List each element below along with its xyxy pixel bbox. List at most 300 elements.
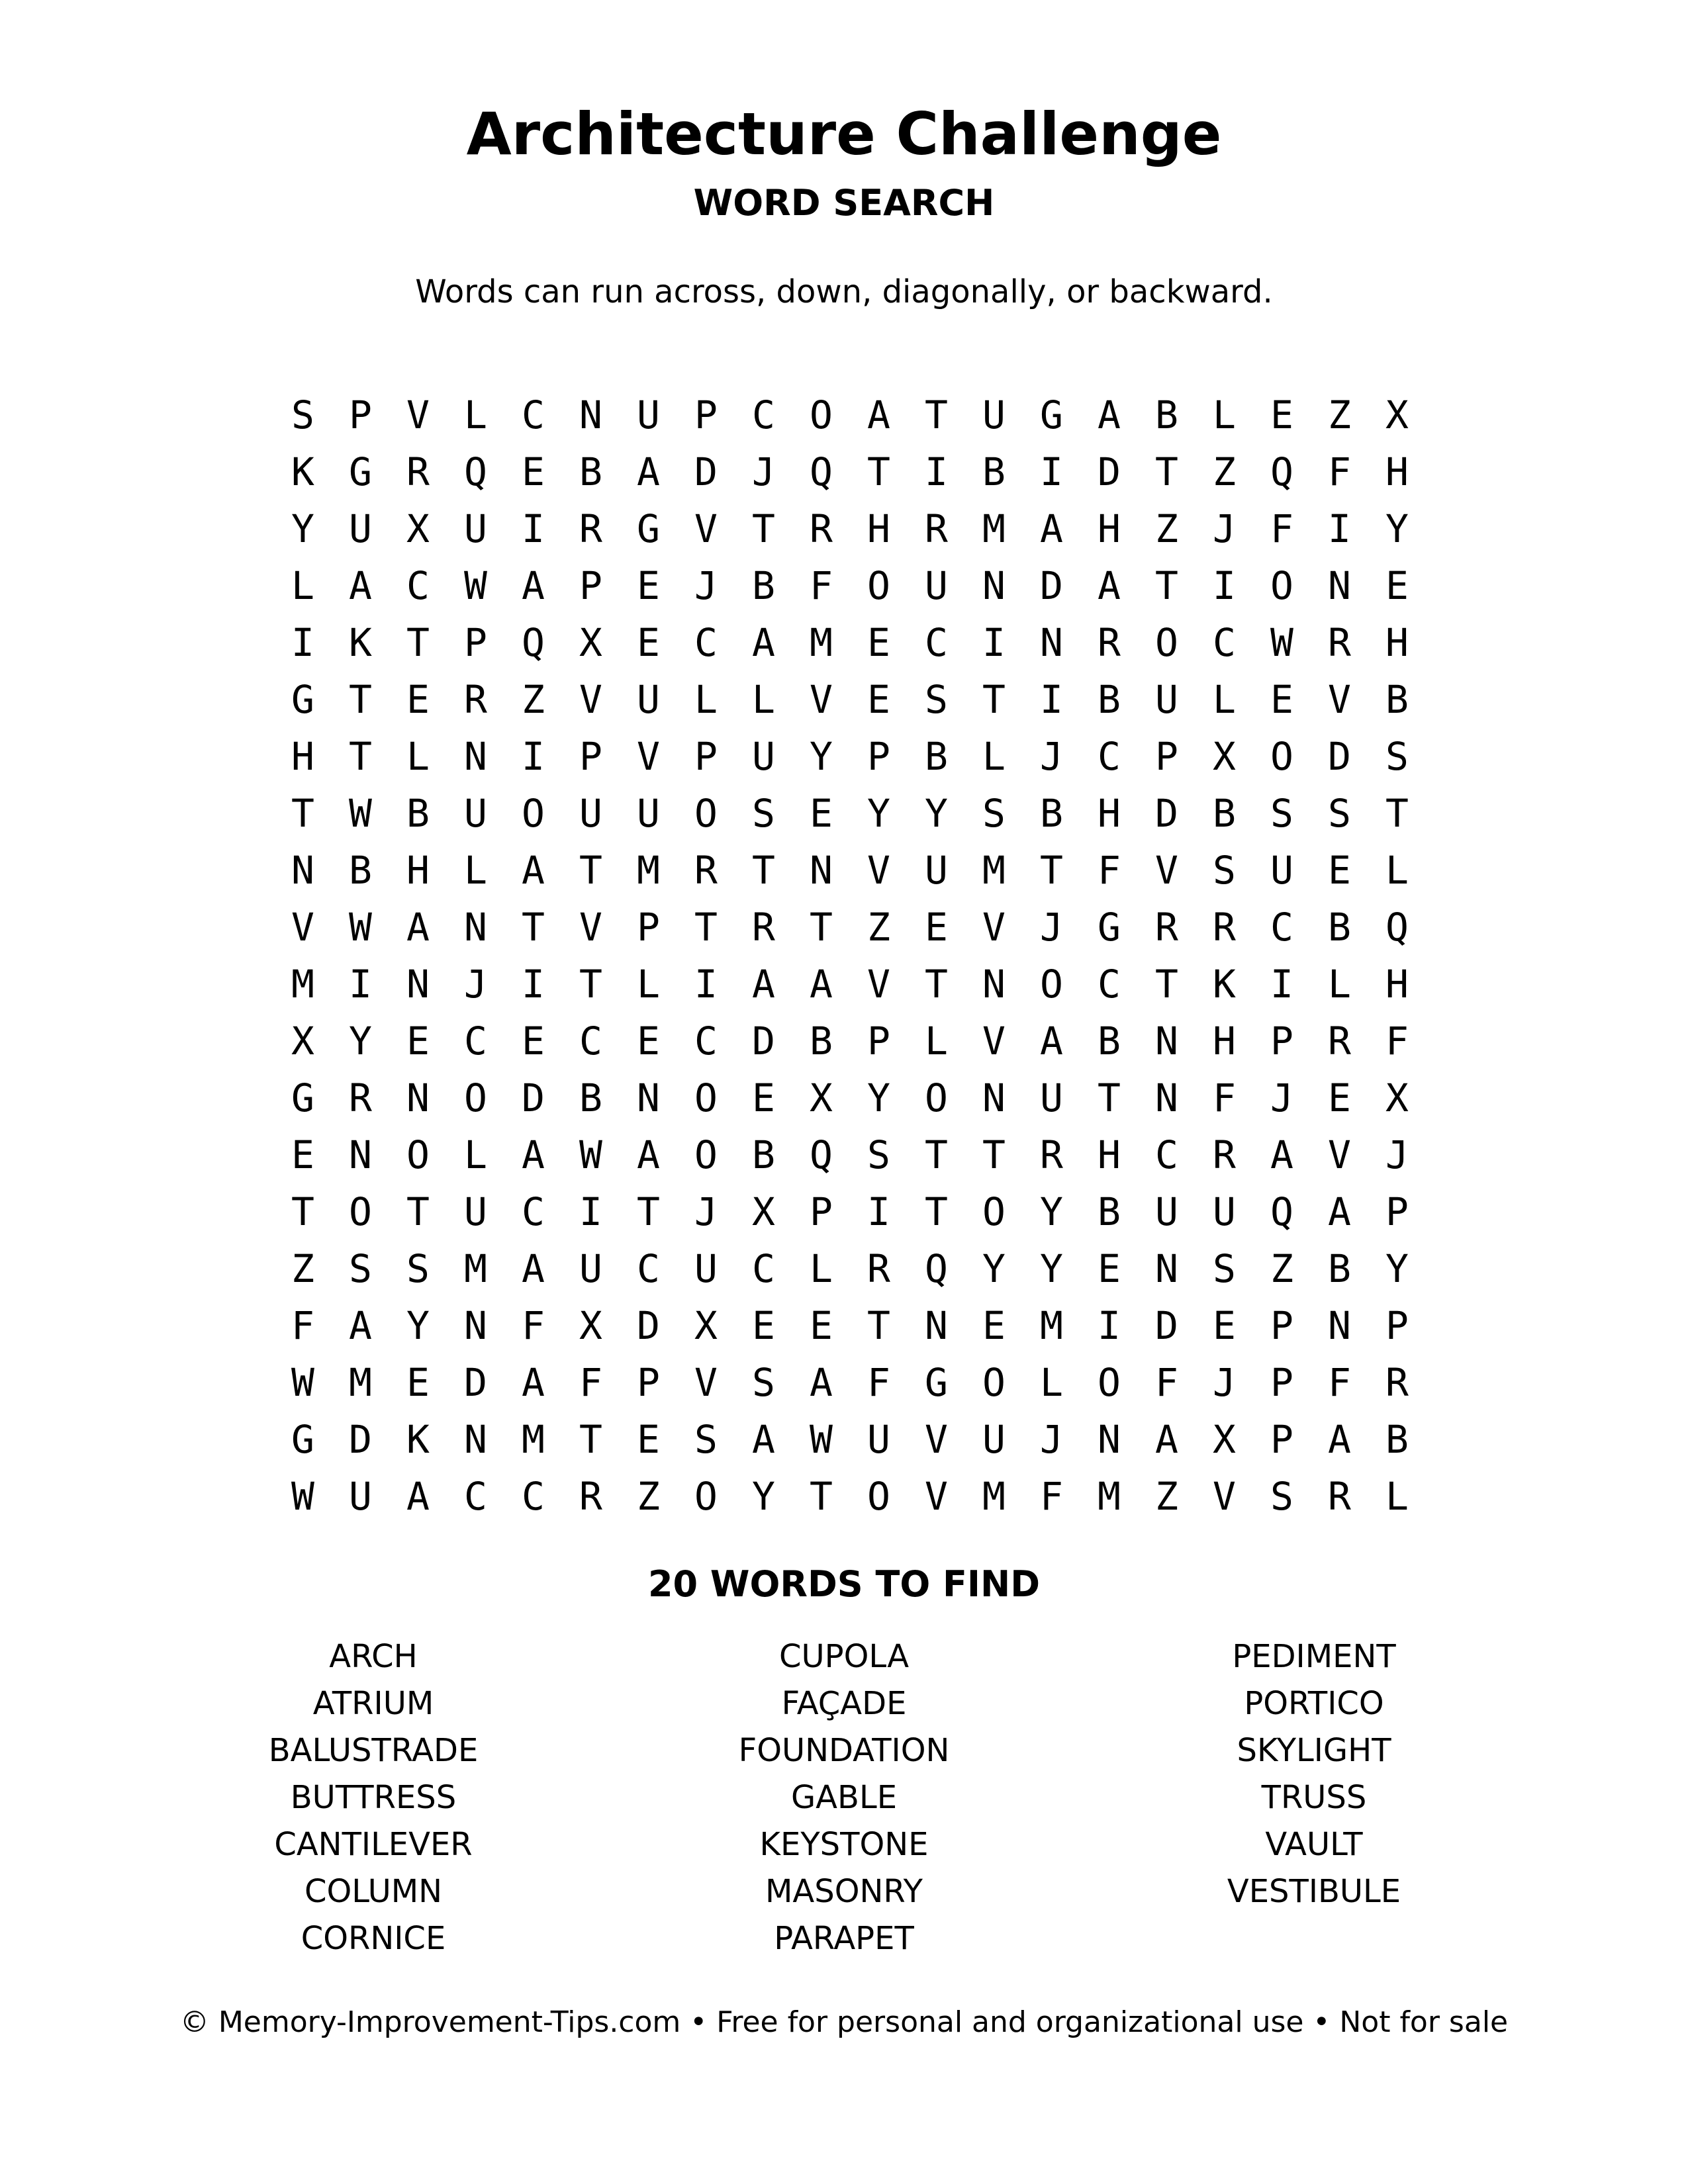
grid-letter: U <box>637 677 660 722</box>
grid-letter: P <box>867 1019 890 1064</box>
grid-letter: L <box>1385 848 1409 893</box>
grid-letter: L <box>637 962 660 1007</box>
grid-letter: R <box>579 506 602 551</box>
grid-letter: L <box>464 1132 487 1177</box>
grid-letter: Y <box>1040 1189 1063 1234</box>
word-item: ARCH <box>329 1638 418 1675</box>
grid-letter: I <box>291 620 314 665</box>
grid-letter: I <box>925 449 948 494</box>
grid-letter: E <box>1270 392 1293 437</box>
grid-letter: C <box>752 392 775 437</box>
grid-letter: Q <box>925 1246 948 1291</box>
grid-letter: A <box>406 1474 430 1519</box>
grid-letter: L <box>1040 1360 1063 1405</box>
grid-letter: T <box>982 1132 1006 1177</box>
grid-letter: E <box>925 905 948 950</box>
grid-letter: L <box>1328 962 1351 1007</box>
grid-letter: C <box>522 392 545 437</box>
grid-letter: B <box>1328 1246 1351 1291</box>
grid-letter: M <box>291 962 314 1007</box>
grid-letter: D <box>637 1303 660 1348</box>
grid-letter: O <box>406 1132 430 1177</box>
grid-letter: T <box>1155 449 1178 494</box>
grid-letter: S <box>752 1360 775 1405</box>
grid-letter: E <box>752 1303 775 1348</box>
grid-letter: P <box>637 905 660 950</box>
grid-letter: W <box>349 791 372 836</box>
grid-letter: I <box>694 962 718 1007</box>
grid-letter: I <box>1098 1303 1121 1348</box>
grid-letter: F <box>1213 1075 1236 1120</box>
grid-letter: G <box>291 677 314 722</box>
grid-letter: E <box>1328 1075 1351 1120</box>
grid-letter: N <box>982 1075 1006 1120</box>
grid-letter: X <box>579 1303 602 1348</box>
grid-letter: M <box>982 848 1006 893</box>
grid-letter: S <box>752 791 775 836</box>
grid-letter: I <box>867 1189 890 1234</box>
word-item: PARAPET <box>774 1920 914 1957</box>
grid-letter: H <box>1098 1132 1121 1177</box>
grid-letter: O <box>1270 563 1293 608</box>
grid-letter: A <box>1040 1019 1063 1064</box>
grid-letter: X <box>1385 1075 1409 1120</box>
grid-letter: N <box>1040 620 1063 665</box>
grid-letter: Y <box>291 506 314 551</box>
grid-letter: S <box>349 1246 372 1291</box>
grid-letter: U <box>1155 677 1178 722</box>
grid-letter: Z <box>522 677 545 722</box>
grid-letter: S <box>1270 791 1293 836</box>
grid-letter: N <box>1155 1075 1178 1120</box>
grid-letter: A <box>867 392 890 437</box>
grid-letter: T <box>406 1189 430 1234</box>
grid-letter: I <box>1040 449 1063 494</box>
grid-letter: Z <box>1155 1474 1178 1519</box>
word-column-1 <box>142 1633 605 1962</box>
grid-letter: C <box>522 1189 545 1234</box>
grid-letter: V <box>1213 1474 1236 1519</box>
grid-letter: P <box>464 620 487 665</box>
grid-letter: K <box>349 620 372 665</box>
grid-letter: B <box>1213 791 1236 836</box>
grid-letter: E <box>867 620 890 665</box>
grid-letter: E <box>637 620 660 665</box>
grid-letter: T <box>810 905 833 950</box>
grid-letter: T <box>579 848 602 893</box>
grid-letter: I <box>982 620 1006 665</box>
grid-letter: F <box>579 1360 602 1405</box>
grid-letter: A <box>752 1417 775 1462</box>
grid-letter: I <box>1328 506 1351 551</box>
grid-letter: T <box>1385 791 1409 836</box>
grid-letter: F <box>1040 1474 1063 1519</box>
grid-letter: V <box>925 1417 948 1462</box>
grid-letter: U <box>579 1246 602 1291</box>
grid-letter: F <box>1328 1360 1351 1405</box>
grid-letter: K <box>406 1417 430 1462</box>
grid-letter: Z <box>291 1246 314 1291</box>
grid-letter: T <box>1155 563 1178 608</box>
grid-letter: G <box>1040 392 1063 437</box>
grid-letter: C <box>694 1019 718 1064</box>
grid-letter: Z <box>1328 392 1351 437</box>
grid-letter: X <box>1385 392 1409 437</box>
grid-letter: P <box>1270 1360 1293 1405</box>
grid-letter: T <box>349 677 372 722</box>
word-item: CANTILEVER <box>274 1826 473 1863</box>
grid-letter: X <box>752 1189 775 1234</box>
grid-letter: W <box>349 905 372 950</box>
grid-letter: E <box>291 1132 314 1177</box>
grid-letter: R <box>1385 1360 1409 1405</box>
grid-letter: V <box>982 1019 1006 1064</box>
instructions: Words can run across, down, diagonally, or backward. <box>415 273 1273 310</box>
grid-letter: M <box>982 506 1006 551</box>
grid-letter: L <box>291 563 314 608</box>
grid-letter: O <box>694 791 718 836</box>
grid-letter: C <box>694 620 718 665</box>
grid-letter: N <box>810 848 833 893</box>
grid-letter: L <box>694 677 718 722</box>
grid-letter: P <box>694 392 718 437</box>
grid-letter: R <box>1328 620 1351 665</box>
word-item: VAULT <box>1265 1826 1363 1863</box>
footer-copyright: © Memory-Improvement-Tips.com • Free for personal and organizational use • Not for sale <box>179 2005 1509 2039</box>
grid-letter: B <box>925 734 948 779</box>
grid-letter: C <box>925 620 948 665</box>
word-item: VESTIBULE <box>1227 1873 1401 1910</box>
grid-letter: O <box>1155 620 1178 665</box>
grid-letter: M <box>1040 1303 1063 1348</box>
grid-letter: U <box>637 392 660 437</box>
grid-letter: N <box>406 962 430 1007</box>
grid-letter: B <box>810 1019 833 1064</box>
grid-letter: Z <box>1213 449 1236 494</box>
grid-letter: U <box>925 848 948 893</box>
grid-letter: Q <box>522 620 545 665</box>
grid-letter: N <box>1328 563 1351 608</box>
grid-letter: C <box>464 1019 487 1064</box>
grid-letter: T <box>925 392 948 437</box>
grid-letter: X <box>1213 1417 1236 1462</box>
page-subtitle: WORD SEARCH <box>693 182 995 224</box>
grid-letter: C <box>1213 620 1236 665</box>
grid-letter: J <box>1213 1360 1236 1405</box>
grid-letter: V <box>1328 677 1351 722</box>
grid-letter: Q <box>464 449 487 494</box>
grid-letter: N <box>982 962 1006 1007</box>
grid-letter: U <box>464 1189 487 1234</box>
grid-letter: R <box>1328 1474 1351 1519</box>
grid-letter: X <box>810 1075 833 1120</box>
grid-letter: E <box>1385 563 1409 608</box>
grid-letter: X <box>291 1019 314 1064</box>
grid-letter: V <box>406 392 430 437</box>
grid-letter: B <box>1098 1189 1121 1234</box>
grid-letter: Y <box>406 1303 430 1348</box>
grid-letter: S <box>694 1417 718 1462</box>
grid-letter: P <box>810 1189 833 1234</box>
grid-letter: C <box>1098 734 1121 779</box>
grid-letter: Y <box>925 791 948 836</box>
grid-letter: V <box>291 905 314 950</box>
grid-letter: R <box>1213 1132 1236 1177</box>
grid-letter: O <box>925 1075 948 1120</box>
grid-letter: F <box>1385 1019 1409 1064</box>
grid-letter: O <box>810 392 833 437</box>
grid-letter: F <box>1098 848 1121 893</box>
grid-letter: A <box>1155 1417 1178 1462</box>
grid-letter: D <box>1040 563 1063 608</box>
grid-letter: E <box>637 1417 660 1462</box>
grid-letter: V <box>982 905 1006 950</box>
word-item: BUTTRESS <box>290 1779 457 1816</box>
grid-letter: L <box>464 848 487 893</box>
grid-letter: S <box>1385 734 1409 779</box>
grid-letter: Q <box>1270 449 1293 494</box>
grid-letter: T <box>810 1474 833 1519</box>
word-item: BALUSTRADE <box>268 1732 479 1769</box>
grid-letter: N <box>406 1075 430 1120</box>
grid-letter: U <box>349 1474 372 1519</box>
grid-letter: O <box>867 563 890 608</box>
grid-letter: N <box>579 392 602 437</box>
word-item: CUPOLA <box>778 1638 910 1675</box>
grid-letter: E <box>867 677 890 722</box>
grid-letter: U <box>579 791 602 836</box>
grid-letter: O <box>1040 962 1063 1007</box>
grid-letter: U <box>1213 1189 1236 1234</box>
grid-letter: O <box>694 1132 718 1177</box>
grid-letter: I <box>1213 563 1236 608</box>
grid-letter: L <box>1385 1474 1409 1519</box>
grid-letter: H <box>1213 1019 1236 1064</box>
grid-letter: C <box>752 1246 775 1291</box>
grid-letter: T <box>752 848 775 893</box>
grid-letter: O <box>694 1474 718 1519</box>
grid-letter: J <box>1213 506 1236 551</box>
grid-letter: V <box>867 848 890 893</box>
grid-letter: T <box>1098 1075 1121 1120</box>
grid-letter: S <box>982 791 1006 836</box>
grid-letter: T <box>579 1417 602 1462</box>
grid-letter: S <box>867 1132 890 1177</box>
grid-letter: N <box>291 848 314 893</box>
grid-letter: B <box>982 449 1006 494</box>
grid-letter: V <box>1155 848 1178 893</box>
grid-letter: V <box>694 1360 718 1405</box>
grid-letter: B <box>349 848 372 893</box>
grid-letter: G <box>291 1075 314 1120</box>
grid-letter: U <box>637 791 660 836</box>
grid-letter: E <box>637 563 660 608</box>
grid-letter: D <box>1328 734 1351 779</box>
grid-letter: B <box>1385 677 1409 722</box>
grid-letter: T <box>349 734 372 779</box>
grid-letter: W <box>1270 620 1293 665</box>
grid-letter: E <box>637 1019 660 1064</box>
grid-letter: O <box>1270 734 1293 779</box>
grid-letter: C <box>522 1474 545 1519</box>
grid-letter: N <box>982 563 1006 608</box>
grid-letter: A <box>810 962 833 1007</box>
grid-letter: F <box>867 1360 890 1405</box>
grid-letter: I <box>522 962 545 1007</box>
grid-letter: Y <box>1040 1246 1063 1291</box>
grid-letter: U <box>982 1417 1006 1462</box>
grid-letter: H <box>1385 962 1409 1007</box>
grid-letter: O <box>1098 1360 1121 1405</box>
grid-letter: J <box>694 563 718 608</box>
grid-letter: N <box>349 1132 372 1177</box>
grid-letter: G <box>925 1360 948 1405</box>
grid-letter: W <box>291 1360 314 1405</box>
word-column-3 <box>1082 1633 1546 1915</box>
grid-letter: J <box>1270 1075 1293 1120</box>
grid-letter: R <box>752 905 775 950</box>
grid-letter: U <box>925 563 948 608</box>
grid-letter: Z <box>1270 1246 1293 1291</box>
grid-letter: X <box>579 620 602 665</box>
grid-letter: H <box>1098 791 1121 836</box>
word-item: PORTICO <box>1244 1685 1384 1722</box>
grid-letter: B <box>1098 677 1121 722</box>
grid-letter: R <box>406 449 430 494</box>
grid-letter: U <box>349 506 372 551</box>
grid-letter: M <box>464 1246 487 1291</box>
grid-letter: T <box>925 962 948 1007</box>
grid-letter: K <box>1213 962 1236 1007</box>
grid-letter: T <box>925 1132 948 1177</box>
grid-letter: N <box>464 1417 487 1462</box>
grid-letter: C <box>1270 905 1293 950</box>
grid-letter: L <box>925 1019 948 1064</box>
grid-letter: P <box>1385 1189 1409 1234</box>
grid-letter: M <box>349 1360 372 1405</box>
grid-letter: W <box>464 563 487 608</box>
grid-letter: A <box>1098 563 1121 608</box>
grid-letter: Y <box>810 734 833 779</box>
grid-letter: R <box>1098 620 1121 665</box>
grid-letter: X <box>406 506 430 551</box>
grid-letter: P <box>1270 1303 1293 1348</box>
grid-letter: V <box>867 962 890 1007</box>
grid-letter: F <box>1328 449 1351 494</box>
word-item: TRUSS <box>1261 1779 1367 1816</box>
grid-letter: R <box>1328 1019 1351 1064</box>
grid-letter: J <box>752 449 775 494</box>
grid-letter: B <box>579 1075 602 1120</box>
grid-letter: T <box>752 506 775 551</box>
grid-letter: T <box>982 677 1006 722</box>
word-item: ATRIUM <box>312 1685 434 1722</box>
grid-letter: W <box>579 1132 602 1177</box>
grid-letter: J <box>694 1189 718 1234</box>
grid-letter: R <box>349 1075 372 1120</box>
grid-letter: H <box>406 848 430 893</box>
grid-letter: R <box>1155 905 1178 950</box>
grid-letter: I <box>1270 962 1293 1007</box>
grid-letter: U <box>982 392 1006 437</box>
grid-letter: G <box>291 1417 314 1462</box>
grid-letter: R <box>464 677 487 722</box>
grid-letter: F <box>1270 506 1293 551</box>
grid-letter: O <box>349 1189 372 1234</box>
grid-letter: U <box>464 506 487 551</box>
grid-letter: N <box>637 1075 660 1120</box>
grid-letter: Z <box>1155 506 1178 551</box>
grid-letter: M <box>522 1417 545 1462</box>
grid-letter: U <box>867 1417 890 1462</box>
grid-letter: I <box>579 1189 602 1234</box>
grid-letter: L <box>1213 677 1236 722</box>
grid-letter: O <box>464 1075 487 1120</box>
grid-letter: B <box>406 791 430 836</box>
grid-letter: N <box>464 905 487 950</box>
grid-letter: C <box>579 1019 602 1064</box>
grid-letter: A <box>406 905 430 950</box>
grid-letter: B <box>752 1132 775 1177</box>
grid-letter: P <box>867 734 890 779</box>
grid-letter: A <box>522 848 545 893</box>
grid-letter: X <box>694 1303 718 1348</box>
grid-letter: D <box>694 449 718 494</box>
grid-letter: E <box>810 791 833 836</box>
grid-letter: B <box>1155 392 1178 437</box>
page-title: Architecture Challenge <box>466 100 1222 168</box>
grid-letter: J <box>1385 1132 1409 1177</box>
grid-letter: E <box>1213 1303 1236 1348</box>
grid-letter: B <box>1040 791 1063 836</box>
grid-letter: Z <box>637 1474 660 1519</box>
grid-letter: F <box>522 1303 545 1348</box>
grid-letter: Z <box>867 905 890 950</box>
grid-letter: H <box>1098 506 1121 551</box>
grid-letter: Y <box>1385 506 1409 551</box>
grid-letter: T <box>1155 962 1178 1007</box>
grid-letter: D <box>464 1360 487 1405</box>
grid-letter: N <box>1155 1246 1178 1291</box>
grid-letter: E <box>752 1075 775 1120</box>
grid-letter: F <box>1155 1360 1178 1405</box>
grid-letter: O <box>867 1474 890 1519</box>
grid-letter: V <box>694 506 718 551</box>
grid-letter: S <box>1328 791 1351 836</box>
letter-grid <box>274 387 1426 1525</box>
grid-letter: E <box>406 1019 430 1064</box>
grid-letter: A <box>522 1360 545 1405</box>
grid-letter: A <box>1328 1417 1351 1462</box>
grid-letter: A <box>810 1360 833 1405</box>
word-item: CORNICE <box>301 1920 446 1957</box>
grid-letter: I <box>522 734 545 779</box>
grid-letter: C <box>637 1246 660 1291</box>
grid-letter: A <box>522 1246 545 1291</box>
grid-letter: L <box>810 1246 833 1291</box>
grid-letter: C <box>1098 962 1121 1007</box>
grid-letter: H <box>867 506 890 551</box>
grid-letter: C <box>1155 1132 1178 1177</box>
grid-letter: U <box>464 791 487 836</box>
grid-letter: V <box>925 1474 948 1519</box>
grid-letter: Q <box>810 449 833 494</box>
grid-letter: B <box>1098 1019 1121 1064</box>
grid-letter: N <box>464 734 487 779</box>
grid-letter: H <box>291 734 314 779</box>
grid-letter: P <box>349 392 372 437</box>
grid-letter: K <box>291 449 314 494</box>
